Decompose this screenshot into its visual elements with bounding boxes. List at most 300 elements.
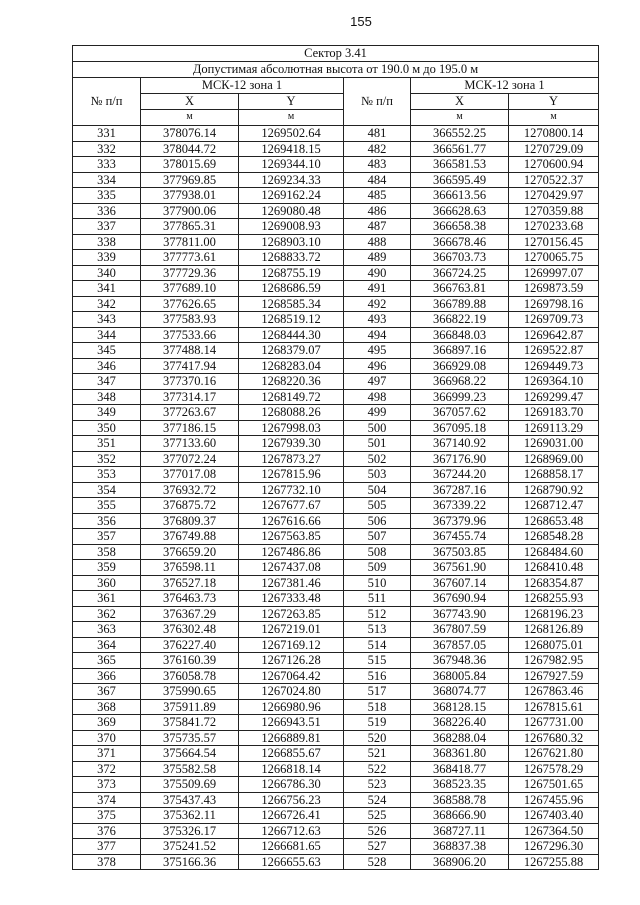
point-number-left: 343 — [73, 312, 141, 328]
point-number-left: 342 — [73, 296, 141, 312]
x-coord-left: 377811.00 — [141, 234, 239, 250]
point-number-right: 496 — [344, 358, 411, 374]
point-number-right: 489 — [344, 250, 411, 266]
point-number-right: 487 — [344, 219, 411, 235]
y-coord-left: 1267263.85 — [239, 606, 344, 622]
y-coord-left: 1267126.28 — [239, 653, 344, 669]
point-number-left: 347 — [73, 374, 141, 390]
x-coord-left: 376058.78 — [141, 668, 239, 684]
x-coord-right: 368005.84 — [411, 668, 509, 684]
x-coord-right: 367561.90 — [411, 560, 509, 576]
x-coord-right: 368128.15 — [411, 699, 509, 715]
y-coord-right: 1269997.07 — [509, 265, 599, 281]
x-coord-left: 377583.93 — [141, 312, 239, 328]
point-number-left: 361 — [73, 591, 141, 607]
y-coord-left: 1266855.67 — [239, 746, 344, 762]
y-coord-left: 1266889.81 — [239, 730, 344, 746]
table-row — [73, 529, 599, 545]
point-number-left: 358 — [73, 544, 141, 560]
point-number-left: 374 — [73, 792, 141, 808]
y-coord-left: 1266756.23 — [239, 792, 344, 808]
y-coord-left: 1269162.24 — [239, 188, 344, 204]
x-header-left: X — [141, 94, 239, 110]
table-row — [73, 591, 599, 607]
x-coord-left: 375990.65 — [141, 684, 239, 700]
y-coord-left: 1267024.80 — [239, 684, 344, 700]
y-coord-left: 1266786.30 — [239, 777, 344, 793]
table-body — [73, 126, 599, 870]
x-coord-left: 377865.31 — [141, 219, 239, 235]
point-number-right: 504 — [344, 482, 411, 498]
point-number-right: 492 — [344, 296, 411, 312]
y-coord-right: 1269449.73 — [509, 358, 599, 374]
y-coord-right: 1270359.88 — [509, 203, 599, 219]
point-number-right: 523 — [344, 777, 411, 793]
point-number-left: 372 — [73, 761, 141, 777]
sector-title: Сектор 3.41 — [73, 46, 599, 62]
x-coord-right: 366581.53 — [411, 157, 509, 173]
y-coord-right: 1267927.59 — [509, 668, 599, 684]
x-coord-left: 376160.39 — [141, 653, 239, 669]
x-coord-right: 366613.56 — [411, 188, 509, 204]
x-coord-left: 377689.10 — [141, 281, 239, 297]
point-number-right: 519 — [344, 715, 411, 731]
y-coord-right: 1268858.17 — [509, 467, 599, 483]
y-coord-left: 1269008.93 — [239, 219, 344, 235]
point-number-right: 510 — [344, 575, 411, 591]
x-coord-left: 378076.14 — [141, 126, 239, 142]
point-number-right: 515 — [344, 653, 411, 669]
x-coord-right: 367379.96 — [411, 513, 509, 529]
y-coord-right: 1267296.30 — [509, 839, 599, 855]
y-coord-left: 1266681.65 — [239, 839, 344, 855]
point-number-left: 368 — [73, 699, 141, 715]
x-coord-left: 375509.69 — [141, 777, 239, 793]
table-row — [73, 126, 599, 142]
point-number-right: 517 — [344, 684, 411, 700]
table-row — [73, 219, 599, 235]
point-number-left: 348 — [73, 389, 141, 405]
point-number-right: 493 — [344, 312, 411, 328]
y-coord-right: 1267578.29 — [509, 761, 599, 777]
x-coord-left: 377533.66 — [141, 327, 239, 343]
x-coord-right: 366628.63 — [411, 203, 509, 219]
table-row — [73, 498, 599, 514]
point-number-left: 356 — [73, 513, 141, 529]
y-coord-left: 1267998.03 — [239, 420, 344, 436]
x-coord-left: 376749.88 — [141, 529, 239, 545]
point-number-left: 351 — [73, 436, 141, 452]
table-row — [73, 451, 599, 467]
y-coord-right: 1269873.59 — [509, 281, 599, 297]
y-coord-left: 1268585.34 — [239, 296, 344, 312]
y-coord-left: 1268833.72 — [239, 250, 344, 266]
table-row — [73, 823, 599, 839]
num-header-right: № п/п — [344, 78, 411, 126]
y-coord-right: 1268484.60 — [509, 544, 599, 560]
y-coord-right: 1268255.93 — [509, 591, 599, 607]
x-coord-left: 376367.29 — [141, 606, 239, 622]
y-coord-right: 1267982.95 — [509, 653, 599, 669]
x-coord-right: 368074.77 — [411, 684, 509, 700]
x-coord-right: 368523.35 — [411, 777, 509, 793]
x-coord-right: 367057.62 — [411, 405, 509, 421]
table-row — [73, 622, 599, 638]
x-coord-right: 367857.05 — [411, 637, 509, 653]
y-coord-right: 1269031.00 — [509, 436, 599, 452]
x-coord-right: 368588.78 — [411, 792, 509, 808]
y-coord-right: 1270429.97 — [509, 188, 599, 204]
point-number-left: 355 — [73, 498, 141, 514]
y-coord-right: 1270800.14 — [509, 126, 599, 142]
point-number-left: 352 — [73, 451, 141, 467]
table-row — [73, 250, 599, 266]
y-coord-left: 1268379.07 — [239, 343, 344, 359]
point-number-right: 495 — [344, 343, 411, 359]
y-coord-right: 1269113.29 — [509, 420, 599, 436]
table-row — [73, 684, 599, 700]
y-coord-right: 1269364.10 — [509, 374, 599, 390]
x-coord-right: 367339.22 — [411, 498, 509, 514]
x-coord-left: 375735.57 — [141, 730, 239, 746]
table-row — [73, 420, 599, 436]
table-row — [73, 203, 599, 219]
point-number-right: 483 — [344, 157, 411, 173]
table-row — [73, 777, 599, 793]
y-coord-left: 1267219.01 — [239, 622, 344, 638]
x-coord-right: 368666.90 — [411, 808, 509, 824]
table-row — [73, 808, 599, 824]
x-coord-left: 375362.11 — [141, 808, 239, 824]
x-coord-left: 375841.72 — [141, 715, 239, 731]
x-coord-right: 368226.40 — [411, 715, 509, 731]
point-number-right: 527 — [344, 839, 411, 855]
y-coord-right: 1269299.47 — [509, 389, 599, 405]
table-row — [73, 358, 599, 374]
y-coord-left: 1267732.10 — [239, 482, 344, 498]
x-coord-right: 367095.18 — [411, 420, 509, 436]
x-coord-left: 376875.72 — [141, 498, 239, 514]
y-coord-right: 1267731.00 — [509, 715, 599, 731]
x-coord-left: 375166.36 — [141, 854, 239, 870]
y-coord-left: 1268088.26 — [239, 405, 344, 421]
x-coord-right: 368288.04 — [411, 730, 509, 746]
point-number-left: 360 — [73, 575, 141, 591]
table-row — [73, 715, 599, 731]
point-number-right: 508 — [344, 544, 411, 560]
x-coord-right: 367503.85 — [411, 544, 509, 560]
table-row — [73, 327, 599, 343]
y-coord-left: 1268519.12 — [239, 312, 344, 328]
y-coord-left: 1266818.14 — [239, 761, 344, 777]
y-coord-left: 1268755.19 — [239, 265, 344, 281]
point-number-right: 488 — [344, 234, 411, 250]
y-coord-left: 1266943.51 — [239, 715, 344, 731]
x-coord-right: 368837.38 — [411, 839, 509, 855]
point-number-left: 366 — [73, 668, 141, 684]
y-coord-right: 1268410.48 — [509, 560, 599, 576]
x-coord-left: 377938.01 — [141, 188, 239, 204]
table-row — [73, 172, 599, 188]
table-row — [73, 188, 599, 204]
x-coord-left: 377417.94 — [141, 358, 239, 374]
y-coord-right: 1268354.87 — [509, 575, 599, 591]
x-header-right: X — [411, 94, 509, 110]
y-coord-left: 1267333.48 — [239, 591, 344, 607]
x-coord-right: 367743.90 — [411, 606, 509, 622]
point-number-left: 341 — [73, 281, 141, 297]
point-number-left: 373 — [73, 777, 141, 793]
y-header-right: Y — [509, 94, 599, 110]
page-number: 155 — [350, 14, 372, 29]
y-coord-right: 1269183.70 — [509, 405, 599, 421]
y-coord-left: 1267169.12 — [239, 637, 344, 653]
x-coord-right: 366658.38 — [411, 219, 509, 235]
point-number-right: 514 — [344, 637, 411, 653]
x-coord-right: 367948.36 — [411, 653, 509, 669]
height-range: Допустимая абсолютная высота от 190.0 м до 195.0 м — [73, 62, 599, 78]
point-number-right: 513 — [344, 622, 411, 638]
coordinates-table — [72, 45, 599, 870]
x-coord-right: 367176.90 — [411, 451, 509, 467]
y-coord-right: 1270522.37 — [509, 172, 599, 188]
point-number-right: 490 — [344, 265, 411, 281]
point-number-right: 526 — [344, 823, 411, 839]
table-row — [73, 668, 599, 684]
table-row — [73, 761, 599, 777]
y-coord-left: 1267486.86 — [239, 544, 344, 560]
y-coord-left: 1267381.46 — [239, 575, 344, 591]
point-number-left: 344 — [73, 327, 141, 343]
x-coord-right: 366999.23 — [411, 389, 509, 405]
x-coord-right: 368418.77 — [411, 761, 509, 777]
y-coord-right: 1267455.96 — [509, 792, 599, 808]
y-coord-right: 1267364.50 — [509, 823, 599, 839]
y-coord-left: 1267064.42 — [239, 668, 344, 684]
point-number-left: 333 — [73, 157, 141, 173]
point-number-left: 363 — [73, 622, 141, 638]
table-row — [73, 296, 599, 312]
y-coord-right: 1268075.01 — [509, 637, 599, 653]
point-number-left: 331 — [73, 126, 141, 142]
x-coord-left: 377729.36 — [141, 265, 239, 281]
point-number-right: 498 — [344, 389, 411, 405]
y-coord-left: 1267437.08 — [239, 560, 344, 576]
point-number-right: 507 — [344, 529, 411, 545]
x-coord-left: 377263.67 — [141, 405, 239, 421]
table-row — [73, 653, 599, 669]
y-coord-left: 1266655.63 — [239, 854, 344, 870]
x-coord-left: 376527.18 — [141, 575, 239, 591]
x-coord-left: 377133.60 — [141, 436, 239, 452]
point-number-right: 486 — [344, 203, 411, 219]
y-coord-right: 1267815.61 — [509, 699, 599, 715]
x-coord-right: 368361.80 — [411, 746, 509, 762]
table-row — [73, 265, 599, 281]
point-number-left: 353 — [73, 467, 141, 483]
point-number-right: 484 — [344, 172, 411, 188]
y-coord-right: 1270600.94 — [509, 157, 599, 173]
table-row — [73, 312, 599, 328]
point-number-left: 369 — [73, 715, 141, 731]
x-coord-left: 378015.69 — [141, 157, 239, 173]
x-coord-left: 377900.06 — [141, 203, 239, 219]
table-row — [73, 234, 599, 250]
table-row — [73, 746, 599, 762]
y-coord-right: 1268126.89 — [509, 622, 599, 638]
x-coord-right: 366552.25 — [411, 126, 509, 142]
table-row — [73, 792, 599, 808]
x-coord-left: 375437.43 — [141, 792, 239, 808]
y-unit-left: м — [239, 110, 344, 126]
point-number-left: 367 — [73, 684, 141, 700]
y-coord-right: 1267501.65 — [509, 777, 599, 793]
point-number-left: 349 — [73, 405, 141, 421]
y-coord-right: 1267863.46 — [509, 684, 599, 700]
y-coord-left: 1267939.30 — [239, 436, 344, 452]
y-coord-right: 1270156.45 — [509, 234, 599, 250]
y-coord-right: 1268196.23 — [509, 606, 599, 622]
x-coord-left: 377626.65 — [141, 296, 239, 312]
point-number-left: 375 — [73, 808, 141, 824]
y-coord-right: 1270729.09 — [509, 141, 599, 157]
x-unit-right: м — [411, 110, 509, 126]
x-coord-right: 366897.16 — [411, 343, 509, 359]
table-row — [73, 467, 599, 483]
x-coord-left: 377773.61 — [141, 250, 239, 266]
x-coord-left: 375664.54 — [141, 746, 239, 762]
x-coord-right: 366595.49 — [411, 172, 509, 188]
system-header-right: МСК-12 зона 1 — [411, 78, 599, 94]
table-row — [73, 281, 599, 297]
y-coord-left: 1267616.66 — [239, 513, 344, 529]
point-number-right: 485 — [344, 188, 411, 204]
x-coord-left: 376659.20 — [141, 544, 239, 560]
point-number-left: 354 — [73, 482, 141, 498]
point-number-right: 482 — [344, 141, 411, 157]
y-coord-left: 1269502.64 — [239, 126, 344, 142]
x-coord-left: 377072.24 — [141, 451, 239, 467]
point-number-right: 509 — [344, 560, 411, 576]
point-number-right: 502 — [344, 451, 411, 467]
x-coord-left: 376302.48 — [141, 622, 239, 638]
y-coord-left: 1267873.27 — [239, 451, 344, 467]
x-coord-right: 366968.22 — [411, 374, 509, 390]
x-coord-right: 366822.19 — [411, 312, 509, 328]
point-number-right: 512 — [344, 606, 411, 622]
x-coord-right: 367807.59 — [411, 622, 509, 638]
y-coord-left: 1267563.85 — [239, 529, 344, 545]
point-number-right: 525 — [344, 808, 411, 824]
point-number-left: 335 — [73, 188, 141, 204]
table-row — [73, 374, 599, 390]
y-coord-left: 1269418.15 — [239, 141, 344, 157]
point-number-left: 338 — [73, 234, 141, 250]
point-number-left: 370 — [73, 730, 141, 746]
y-coord-right: 1269642.87 — [509, 327, 599, 343]
x-coord-left: 376932.72 — [141, 482, 239, 498]
num-header-left: № п/п — [73, 78, 141, 126]
point-number-left: 357 — [73, 529, 141, 545]
y-coord-left: 1268220.36 — [239, 374, 344, 390]
x-coord-right: 366703.73 — [411, 250, 509, 266]
point-number-left: 339 — [73, 250, 141, 266]
x-coord-left: 377186.15 — [141, 420, 239, 436]
table-row — [73, 482, 599, 498]
x-coord-left: 377314.17 — [141, 389, 239, 405]
x-coord-left: 376598.11 — [141, 560, 239, 576]
point-number-left: 340 — [73, 265, 141, 281]
x-coord-left: 375326.17 — [141, 823, 239, 839]
point-number-left: 378 — [73, 854, 141, 870]
table-row — [73, 730, 599, 746]
x-coord-left: 377370.16 — [141, 374, 239, 390]
x-coord-left: 377969.85 — [141, 172, 239, 188]
y-coord-right: 1268653.48 — [509, 513, 599, 529]
y-header-left: Y — [239, 94, 344, 110]
table-row — [73, 513, 599, 529]
table-row — [73, 560, 599, 576]
x-coord-right: 366724.25 — [411, 265, 509, 281]
point-number-right: 521 — [344, 746, 411, 762]
y-coord-right: 1270065.75 — [509, 250, 599, 266]
point-number-left: 362 — [73, 606, 141, 622]
point-number-right: 503 — [344, 467, 411, 483]
point-number-right: 494 — [344, 327, 411, 343]
y-coord-right: 1268790.92 — [509, 482, 599, 498]
point-number-left: 350 — [73, 420, 141, 436]
y-coord-left: 1266712.63 — [239, 823, 344, 839]
x-coord-right: 366789.88 — [411, 296, 509, 312]
y-coord-left: 1268149.72 — [239, 389, 344, 405]
x-coord-left: 376463.73 — [141, 591, 239, 607]
y-coord-right: 1267255.88 — [509, 854, 599, 870]
y-coord-left: 1269344.10 — [239, 157, 344, 173]
y-coord-right: 1269522.87 — [509, 343, 599, 359]
y-coord-right: 1268969.00 — [509, 451, 599, 467]
y-coord-left: 1269080.48 — [239, 203, 344, 219]
point-number-left: 332 — [73, 141, 141, 157]
table-row — [73, 699, 599, 715]
point-number-right: 481 — [344, 126, 411, 142]
x-coord-right: 367455.74 — [411, 529, 509, 545]
point-number-left: 345 — [73, 343, 141, 359]
point-number-left: 365 — [73, 653, 141, 669]
table-row — [73, 839, 599, 855]
point-number-right: 505 — [344, 498, 411, 514]
table-row — [73, 157, 599, 173]
x-coord-right: 367607.14 — [411, 575, 509, 591]
y-coord-right: 1270233.68 — [509, 219, 599, 235]
point-number-right: 518 — [344, 699, 411, 715]
y-coord-left: 1269234.33 — [239, 172, 344, 188]
x-coord-left: 375241.52 — [141, 839, 239, 855]
x-coord-right: 366848.03 — [411, 327, 509, 343]
y-coord-right: 1267621.80 — [509, 746, 599, 762]
point-number-right: 520 — [344, 730, 411, 746]
table-row — [73, 854, 599, 870]
point-number-right: 524 — [344, 792, 411, 808]
y-coord-left: 1266726.41 — [239, 808, 344, 824]
x-coord-right: 366763.81 — [411, 281, 509, 297]
point-number-right: 500 — [344, 420, 411, 436]
y-coord-right: 1267403.40 — [509, 808, 599, 824]
point-number-left: 376 — [73, 823, 141, 839]
y-coord-right: 1268712.47 — [509, 498, 599, 514]
system-header-left: МСК-12 зона 1 — [141, 78, 344, 94]
y-coord-right: 1267680.32 — [509, 730, 599, 746]
x-coord-left: 377488.14 — [141, 343, 239, 359]
